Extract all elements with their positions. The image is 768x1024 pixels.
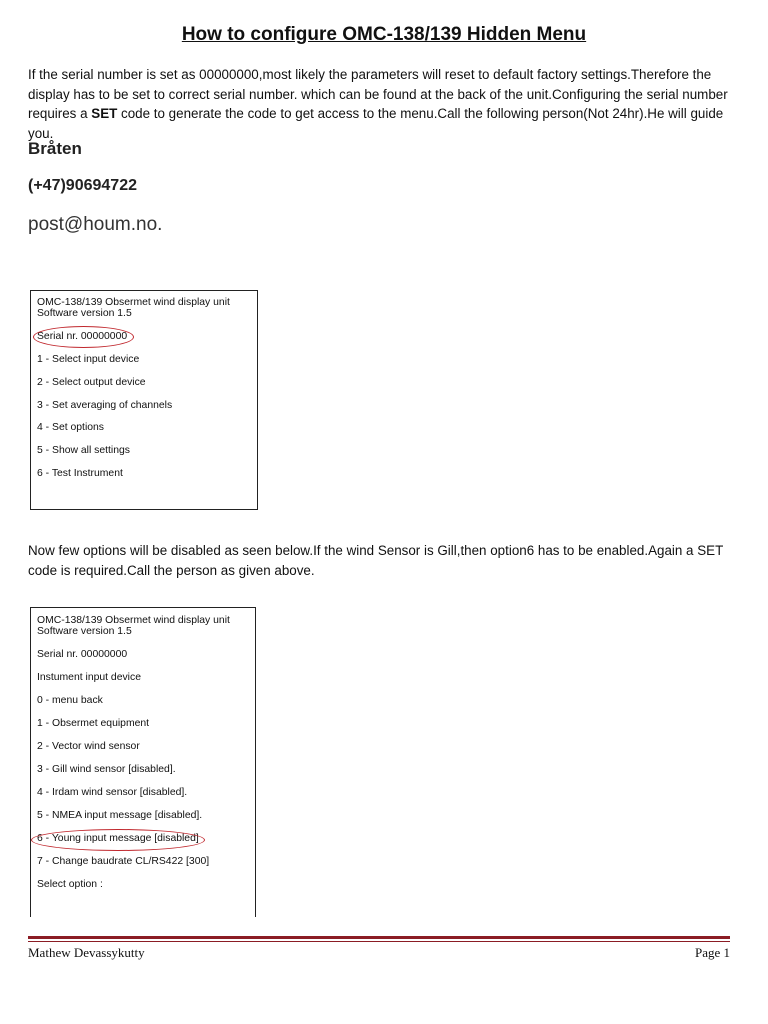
screenshot1-line: 6 - Test Instrument [37, 468, 123, 479]
screenshot2-line: Serial nr. 00000000 [37, 649, 128, 660]
screenshot2-line: Select option : [37, 879, 103, 890]
screenshot1-line: 3 - Set averaging of channels [37, 400, 173, 411]
middle-paragraph: Now few options will be disabled as seen below.If the wind Sensor is Gill,then option6 has to be enabled.Again a SET code is required.Call the person as given above. [28, 543, 724, 578]
menu-screenshot-2 [30, 607, 256, 917]
contact-name: Bråten [28, 139, 82, 158]
screenshot2-line: 4 - Irdam wind sensor [disabled]. [37, 787, 188, 798]
screenshot2-line: 1 - Obsermet equipment [37, 718, 150, 729]
screenshot1-line: 5 - Show all settings [37, 445, 130, 456]
screenshot2-line: Software version 1.5 [37, 626, 132, 637]
screenshot1-line: 4 - Set options [37, 422, 105, 433]
footer-author: Mathew Devassykutty [28, 945, 145, 960]
intro-paragraph [28, 65, 740, 143]
screenshot1-line: OMC-138/139 Obsermet wind display unit [37, 297, 230, 308]
screenshot2-line: Instument input device [37, 672, 141, 683]
screenshot2-line: 2 - Vector wind sensor [37, 741, 140, 752]
screenshot1-line: 1 - Select input device [37, 354, 140, 365]
intro-set-word: SET [91, 106, 118, 121]
screenshot2-line: OMC-138/139 Obsermet wind display unit [37, 615, 230, 626]
screenshot1-line: 2 - Select output device [37, 377, 146, 388]
screenshot2-line: 5 - NMEA input message [disabled]. [37, 810, 203, 821]
footer-rule-thick [28, 936, 730, 939]
young-highlight-oval [31, 829, 205, 851]
page-title: How to configure OMC-138/139 Hidden Menu [181, 24, 587, 45]
screenshot2-young-line: 6 - Young input message [disabled] [37, 833, 199, 844]
footer-page-number: Page 1 [694, 945, 730, 960]
contact-phone: (+47)90694722 [28, 177, 137, 194]
screenshot1-serial-line: Serial nr. 00000000 [37, 331, 128, 342]
contact-email: post@houm.no. [28, 214, 163, 235]
intro-text-1: If the serial number is set as 00000000,most likely the parameters will reset to default factory settings.Therefore the display has to be set to correct serial number. which can be found at the back of the unit.Configuring the serial number requires a [28, 67, 728, 121]
menu-screenshot-1 [30, 290, 258, 510]
footer-rule-thin [28, 941, 730, 942]
serial-highlight-oval [33, 326, 134, 348]
screenshot2-line: 3 - Gill wind sensor [disabled]. [37, 764, 176, 775]
screenshot1-line: Software version 1.5 [37, 308, 132, 319]
screenshot2-line: 0 - menu back [37, 695, 103, 706]
intro-text-2: code to generate the code to get access to the menu.Call the following person(Not 24hr).He will guide you. [28, 106, 724, 141]
screenshot2-line: 7 - Change baudrate CL/RS422 [300] [37, 856, 210, 867]
